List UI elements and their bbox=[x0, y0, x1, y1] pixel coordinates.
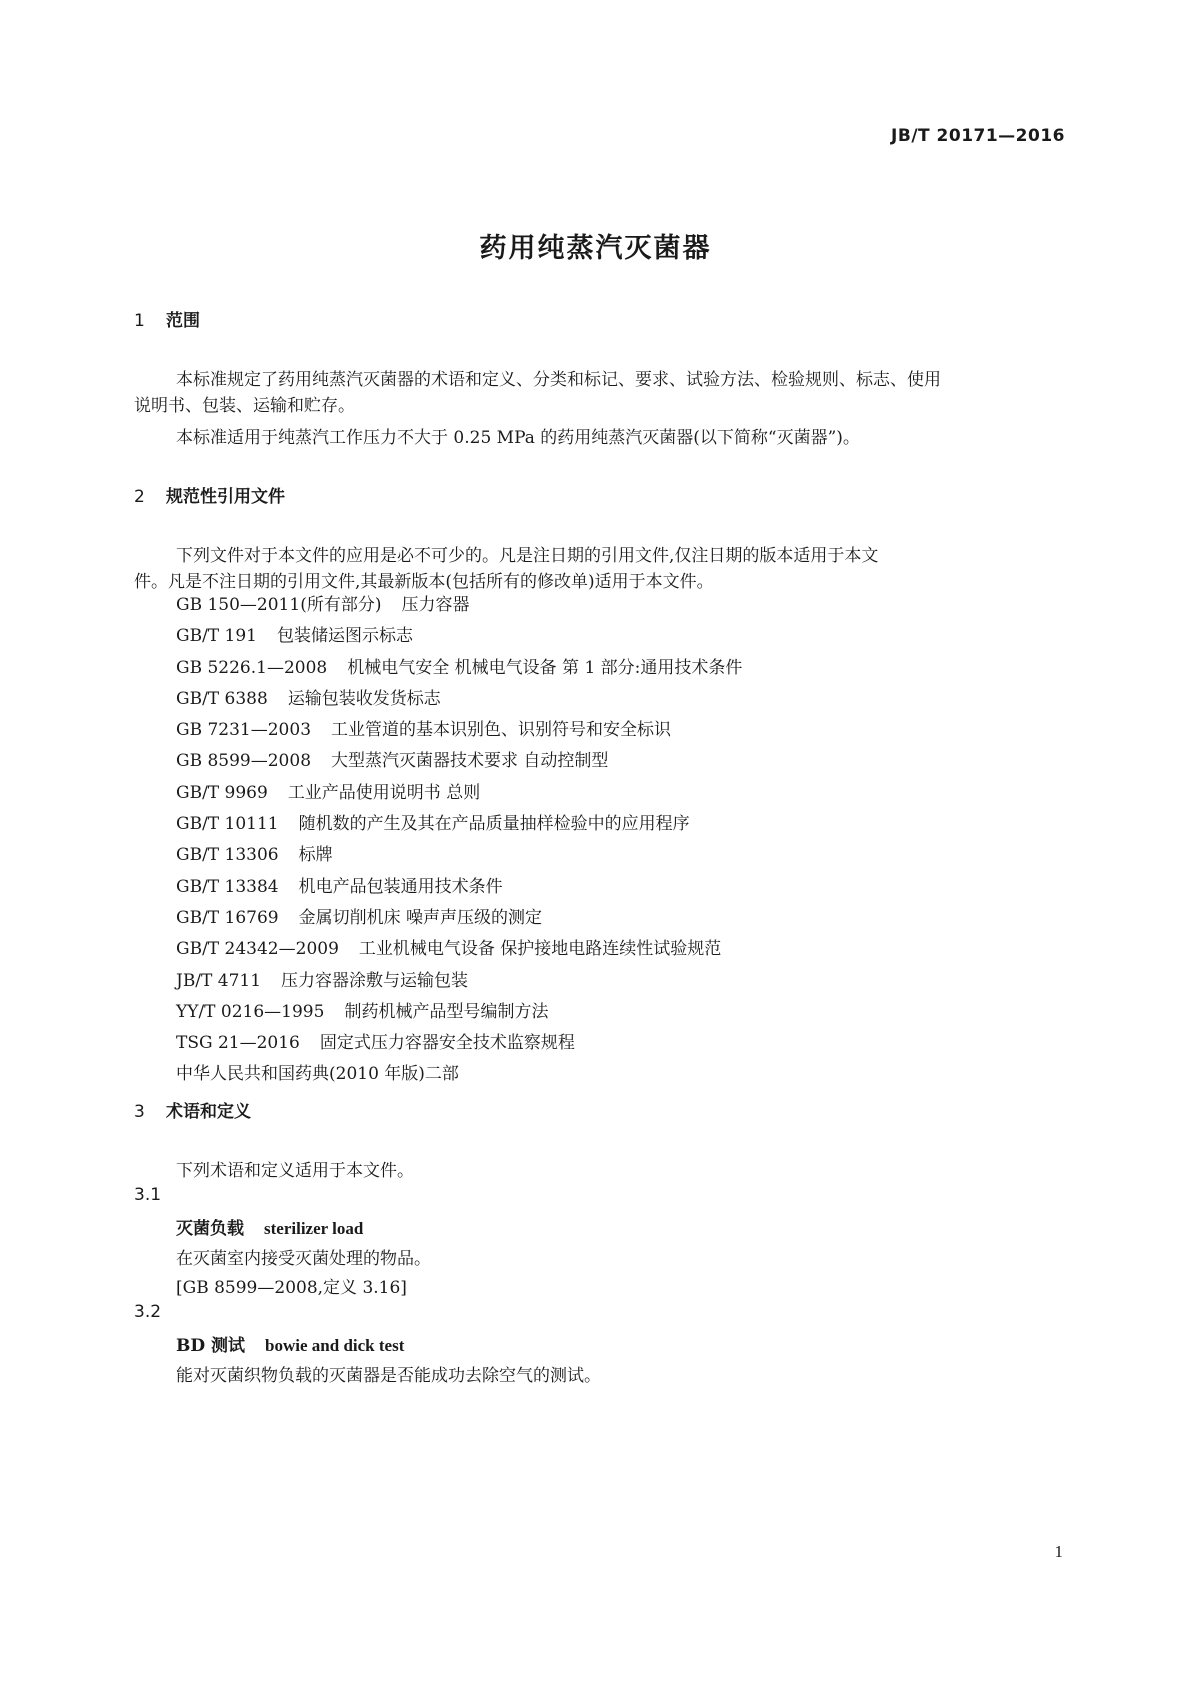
term-source: [GB 8599—2008,定义 3.16] bbox=[176, 1278, 407, 1298]
term-heading bbox=[176, 1214, 363, 1239]
reference-code: YY/T 0216—1995 bbox=[176, 1001, 325, 1022]
section-title: 范围 bbox=[166, 311, 200, 331]
reference-item bbox=[176, 1059, 742, 1090]
term-cn: BD 测试 bbox=[176, 1336, 246, 1356]
reference-title: 机械电气安全 机械电气设备 第 1 部分:通用技术条件 bbox=[347, 657, 743, 678]
reference-item bbox=[176, 809, 742, 840]
reference-title: 大型蒸汽灭菌器技术要求 自动控制型 bbox=[331, 751, 609, 772]
reference-item bbox=[176, 778, 742, 809]
section-title: 术语和定义 bbox=[166, 1102, 251, 1122]
reference-item bbox=[176, 621, 742, 652]
reference-title: 压力容器 bbox=[401, 595, 470, 615]
scope-para-1-line-1: 本标准规定了药用纯蒸汽灭菌器的术语和定义、分类和标记、要求、试验方法、检验规则、标志、使用 bbox=[176, 370, 941, 390]
section-number: 3 bbox=[134, 1102, 145, 1122]
term-en: sterilizer load bbox=[264, 1219, 364, 1238]
reference-code: GB/T 191 bbox=[176, 626, 257, 647]
section-number: 2 bbox=[134, 487, 145, 507]
reference-code: GB/T 10111 bbox=[176, 814, 279, 835]
reference-code: GB/T 24342—2009 bbox=[176, 939, 339, 960]
references-intro-line-2: 件。凡是不注日期的引用文件,其最新版本(包括所有的修改单)适用于本文件。 bbox=[134, 572, 714, 592]
references-intro-line-1: 下列文件对于本文件的应用是必不可少的。凡是注日期的引用文件,仅注日期的版本适用于本文 bbox=[176, 546, 879, 566]
section-title: 规范性引用文件 bbox=[166, 487, 285, 507]
reference-code: GB 7231—2003 bbox=[176, 720, 312, 741]
reference-code: GB/T 16769 bbox=[176, 907, 279, 928]
reference-title: 机电产品包装通用技术条件 bbox=[298, 876, 503, 897]
reference-code: GB 150—2011(所有部分) bbox=[176, 595, 382, 615]
reference-code: GB/T 6388 bbox=[176, 688, 268, 709]
reference-item bbox=[176, 934, 742, 965]
reference-title: 制药机械产品型号编制方法 bbox=[344, 1001, 549, 1022]
term-cn: 灭菌负载 bbox=[176, 1219, 244, 1239]
reference-item bbox=[176, 715, 742, 746]
clause-number: 3.2 bbox=[134, 1302, 162, 1322]
document-title: 药用纯蒸汽灭菌器 bbox=[479, 233, 712, 264]
reference-code: GB 5226.1—2008 bbox=[176, 657, 328, 678]
clause-number: 3.1 bbox=[134, 1185, 162, 1205]
reference-item bbox=[176, 746, 742, 777]
reference-item bbox=[176, 903, 742, 934]
reference-title: 工业产品使用说明书 总则 bbox=[287, 782, 481, 803]
term-en: bowie and dick test bbox=[265, 1336, 405, 1355]
reference-list bbox=[176, 590, 742, 1091]
reference-title: 随机数的产生及其在产品质量抽样检验中的应用程序 bbox=[298, 814, 690, 835]
section-1-heading bbox=[134, 306, 200, 331]
reference-item bbox=[176, 590, 742, 621]
term-definition: 能对灭菌织物负载的灭菌器是否能成功去除空气的测试。 bbox=[176, 1366, 601, 1386]
term-heading bbox=[176, 1331, 404, 1356]
reference-code: TSG 21—2016 bbox=[176, 1033, 300, 1054]
reference-item bbox=[176, 997, 742, 1028]
section-3-heading bbox=[134, 1097, 251, 1122]
reference-code: 中华人民共和国药典(2010 年版)二部 bbox=[176, 1064, 459, 1085]
reference-item bbox=[176, 840, 742, 871]
page-number: 1 bbox=[1054, 1542, 1063, 1561]
reference-item bbox=[176, 966, 742, 997]
reference-item bbox=[176, 653, 742, 684]
reference-code: JB/T 4711 bbox=[176, 970, 262, 991]
reference-code: GB 8599—2008 bbox=[176, 751, 312, 772]
reference-code: GB/T 13384 bbox=[176, 876, 279, 897]
reference-title: 包装储运图示标志 bbox=[277, 626, 413, 647]
section-2-heading bbox=[134, 482, 285, 507]
reference-code: GB/T 9969 bbox=[176, 782, 268, 803]
reference-title: 工业机械电气设备 保护接地电路连续性试验规范 bbox=[358, 939, 722, 960]
reference-title: 压力容器涂敷与运输包装 bbox=[281, 970, 469, 991]
reference-item bbox=[176, 684, 742, 715]
scope-para-1-line-2: 说明书、包装、运输和贮存。 bbox=[134, 396, 355, 416]
reference-title: 标牌 bbox=[298, 845, 333, 866]
reference-title: 运输包装收发货标志 bbox=[287, 688, 441, 709]
reference-item bbox=[176, 1028, 742, 1059]
reference-title: 固定式压力容器安全技术监察规程 bbox=[319, 1033, 575, 1054]
scope-para-2: 本标准适用于纯蒸汽工作压力不大于 0.25 MPa 的药用纯蒸汽灭菌器(以下简称“灭菌器”)。 bbox=[176, 428, 860, 448]
term-definition: 在灭菌室内接受灭菌处理的物品。 bbox=[176, 1249, 431, 1269]
reference-item bbox=[176, 872, 742, 903]
section-number: 1 bbox=[134, 311, 145, 331]
reference-title: 金属切削机床 噪声声压级的测定 bbox=[298, 907, 543, 928]
reference-title: 工业管道的基本识别色、识别符号和安全标识 bbox=[331, 720, 672, 741]
standard-number: JB/T 20171—2016 bbox=[891, 126, 1065, 146]
terms-intro: 下列术语和定义适用于本文件。 bbox=[176, 1161, 414, 1181]
reference-code: GB/T 13306 bbox=[176, 845, 279, 866]
